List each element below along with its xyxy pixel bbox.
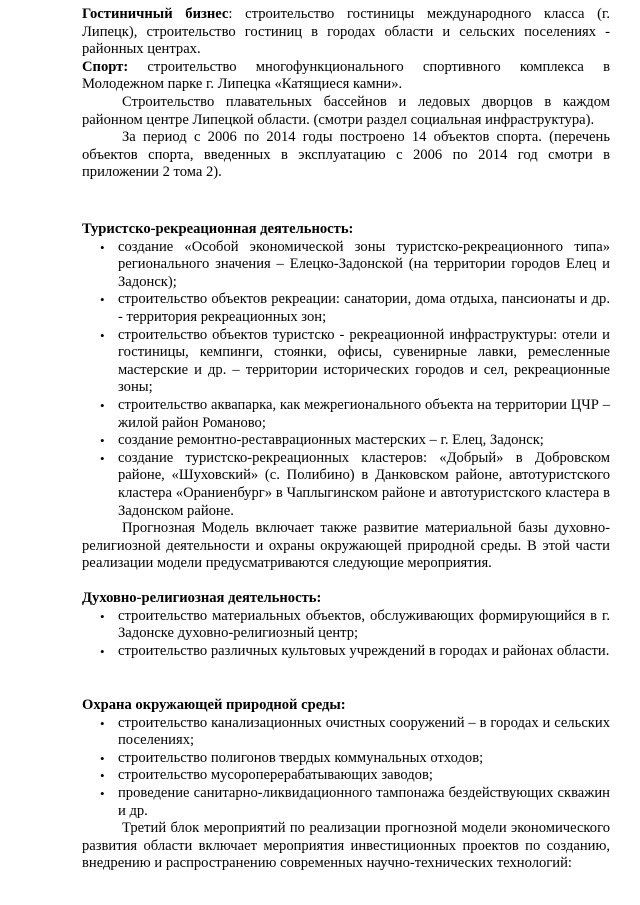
spiritual-list xyxy=(82,608,610,661)
lead-sport: Спорт: xyxy=(82,58,129,75)
spiritual-heading: Духовно-религиозная деятельность: xyxy=(82,590,322,606)
bullet-icon: • xyxy=(100,433,105,449)
list-item: • создание «Особой экономической зоны туристско-рекреационного типа» регионального значения – Елецко-Задонской (на территории городов Елец и Задонск); xyxy=(100,238,610,290)
list-item: • строительство полигонов твердых коммунальных отходов; xyxy=(100,749,484,766)
list-item: • проведение санитарно-ликвидационного тампонажа бездействующих скважин и др. xyxy=(100,784,610,819)
bullet-icon: • xyxy=(100,643,105,659)
list-item: • строительство канализационных очистных сооружений – в городах и сельских поселениях; xyxy=(100,714,610,749)
environment-heading: Охрана окружающей природной среды: xyxy=(82,697,346,713)
list-item: • строительство аквапарка, как межрегионального объекта на территории ЦЧР – жилой район Романово; xyxy=(100,396,610,431)
paragraph-pools: Строительство плавательных бассейнов и ледовых дворцов в каждом районном центре Липецкой области. (смотри раздел социальная инфраструктура). xyxy=(82,93,610,128)
list-item: • строительство объектов рекреации: санатории, дома отдыха, пансионаты и др. - территория рекреационных зон; xyxy=(100,291,610,325)
bullet-icon: • xyxy=(100,785,105,801)
bullet-icon: • xyxy=(100,397,105,413)
paragraph-model: Прогнозная Модель включает также развитие материальной базы духовно-религиозной деятельности и охраны окружающей природной среды. В этой части реализации модели предусматриваются следующие мероприятия. xyxy=(82,520,610,572)
text-sport: строительство многофункционального спортивного комплекса в Молодежном парке г. Липецка «Катящиеся камни». xyxy=(82,58,610,93)
bullet-icon: • xyxy=(100,450,105,466)
bullet-icon: • xyxy=(100,768,105,784)
bullet-icon: • xyxy=(100,292,105,308)
intro-section xyxy=(82,6,610,182)
list-item: • строительство объектов туристско - рекреационной инфраструктуры: отели и гостиницы, кемпинги, стоянки, офисы, сувенирные лавки, ремесленные мастерские и др. – территории исторических городов и сел, рекреационные зоны; xyxy=(100,326,610,396)
spiritual-section xyxy=(82,590,610,660)
tourism-heading: Туристско-рекреационная деятельность: xyxy=(82,221,354,237)
list-item: • строительство различных культовых учреждений в городах и районах области. xyxy=(100,642,610,659)
bullet-icon: • xyxy=(100,608,105,624)
paragraph-hotel xyxy=(82,6,610,59)
bullet-icon: • xyxy=(100,750,105,766)
bullet-icon: • xyxy=(100,239,105,255)
paragraph-sport-objects: За период с 2006 по 2014 годы построено 14 объектов спорта. (перечень объектов спорта, введенных в эксплуатацию с 2006 по 2014 год смотри в приложении 2 тома 2). xyxy=(82,129,610,181)
list-item: • строительство мусороперерабатывающих заводов; xyxy=(100,767,433,784)
environment-section xyxy=(82,697,610,873)
tourism-list xyxy=(82,239,610,521)
text-hotel: : строительство гостиницы международного класса (г. Липецк), строительство гостиниц в городах области и сельских поселениях - районных центрах. xyxy=(82,6,611,58)
list-item: • создание туристско-рекреационных кластеров: «Добрый» в Добровском районе, «Шуховский» (с. Полибино) в Данковском районе, автотуристского кластера «Ораниенбург» в Чаплыгинском районе и автотуристского кластера в Задонском районе. xyxy=(100,449,610,519)
list-item: • строительство материальных объектов, обслуживающих формирующийся в г. Задонске духовно-религиозный центр; xyxy=(100,607,610,642)
paragraph-sport xyxy=(82,59,610,94)
paragraph-third-block: Третий блок мероприятий по реализации прогнозной модели экономического развития области включает мероприятия инвестиционных проектов по созданию, внедрению и распространению современных научно-технических технологий: xyxy=(82,820,610,872)
lead-hotel: Гостиничный бизнес xyxy=(82,6,229,22)
list-item: • создание ремонтно-реставрационных мастерских – г. Елец, Задонск; xyxy=(100,432,544,449)
bullet-icon: • xyxy=(100,715,105,731)
tourism-section xyxy=(82,221,610,573)
environment-list xyxy=(82,715,610,821)
bullet-icon: • xyxy=(100,327,105,343)
